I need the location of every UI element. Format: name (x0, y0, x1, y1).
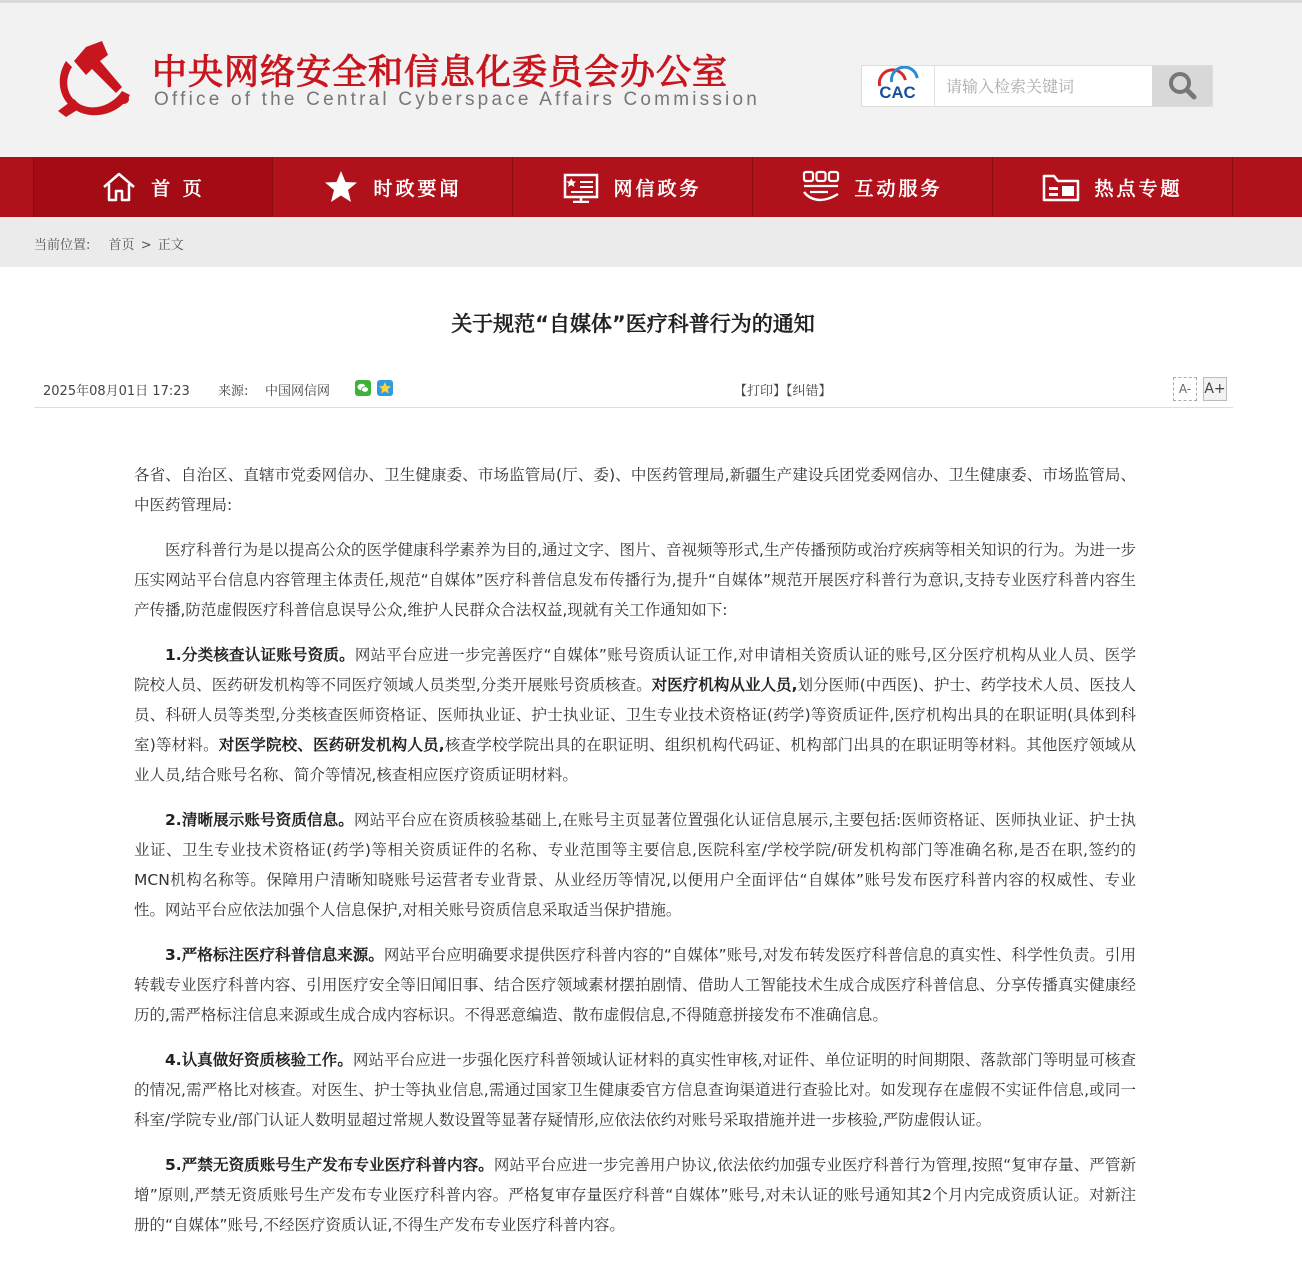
star-icon (323, 170, 359, 204)
article-item (134, 940, 1136, 1030)
search-icon (1165, 68, 1199, 102)
print-link[interactable]: 【打印】 (734, 384, 787, 399)
item-text: 网站平台应在资质核验基础上,在账号主页显著位置强化认证信息展示,主要包括:医师资格证、医师执业证、护士执业证、卫生专业技术资格证(药学)等相关资质证件的名称、专业范围等主要信息,医院科室/学校学院/研发机构部门等准确名称,是否在职,签约的MCN机构名称等。保障用户清晰知晓账号运营者专业背景、从业经历等情况,以便用户全面评估“自媒体”账号发布医疗科普内容的权威性、专业性。网站平台应依法加强个人信息保护,对相关账号资质信息采取适当保护措施。 (134, 811, 1136, 919)
article-meta (34, 368, 1233, 408)
site-header (0, 0, 1302, 157)
breadcrumb-current: 正文 (157, 238, 184, 253)
wechat-share-icon[interactable] (355, 380, 371, 396)
nav-item-interaction[interactable] (753, 157, 993, 217)
item-text: 网站平台应明确要求提供医疗科普内容的“自媒体”账号,对发布转发医疗科普信息的真实性、科学性负责。引用转载专业医疗科普内容、引用医疗安全等旧闻旧事、结合医疗领域素材摆拍剧情、借助人工智能技术生成合成医疗科普信息、分享传播真实健康经历的,需严格标注信息来源或生成合成内容标识。不得恶意编造、散布虚假信息,不得随意拼接发布不准确信息。 (134, 946, 1136, 1024)
search-box (861, 65, 1213, 107)
nav-label: 首 页 (151, 177, 205, 200)
cac-logo-text: CAC (879, 82, 916, 102)
article-item (134, 805, 1136, 925)
item-heading: 1.分类核查认证账号资质。 (165, 646, 355, 664)
nav-label: 时政要闻 (373, 177, 462, 200)
article-item (134, 1150, 1136, 1240)
article-title: 关于规范“自媒体”医疗科普行为的通知 (451, 312, 815, 336)
salutation: 各省、自治区、直辖市党委网信办、卫生健康委、市场监管局(厅、委)、中医药管理局,新疆生产建设兵团党委网信办、卫生健康委、市场监管局、中医药管理局: (134, 466, 1136, 514)
item-text: 网站平台应进一步完善医疗“自媒体”账号资质认证工作,对申请相关资质认证的账号,区分医疗机构从业人员、医学院校人员、医药研发机构等不同医疗领域人员类型,分类开展账号资质核查。 (134, 646, 1136, 694)
folder-icon (1042, 171, 1080, 203)
item-heading: 3.严格标注医疗科普信息来源。 (165, 946, 384, 964)
search-input[interactable] (936, 66, 1152, 106)
nav-label: 网信政务 (613, 177, 702, 200)
search-button[interactable] (1152, 66, 1212, 106)
nav-item-news[interactable] (273, 157, 513, 217)
item-text: 网站平台应进一步强化医疗科普领域认证材料的真实性审核,对证件、单位证明的时间期限、落款部门等明显可核查的情况,需严格比对核查。对医生、护士等执业信息,需通过国家卫生健康委官方信息查询渠道进行查验比对。如发现存在虚假不实证件信息,或同一科室/学院专业/部门认证人数明显超过常规人数设置等显著存疑情形,应依法依约对账号采取措施并进一步核验,严防虚假认证。 (134, 1051, 1136, 1129)
correction-link[interactable]: 【纠错】 (786, 384, 832, 399)
breadcrumb-label: 当前位置: (34, 238, 91, 253)
intro-paragraph: 医疗科普行为是以提高公众的医学健康科学素养为目的,通过文字、图片、音视频等形式,生产传播预防或治疗疾病等相关知识的行为。为进一步压实网站平台信息内容管理主体责任,规范“自媒体”医疗科普信息发布传播行为,提升“自媒体”规范开展医疗科普行为意识,支持专业医疗科普内容生产传播,防范虚假医疗科普信息误导公众,维护人民群众合法权益,现就有关工作通知如下: (134, 541, 1136, 619)
people-icon (802, 170, 840, 204)
main-nav (0, 157, 1302, 217)
nav-label: 热点专题 (1094, 177, 1183, 200)
article-actions (734, 380, 832, 399)
item-heading: 5.严禁无资质账号生产发布专业医疗科普内容。 (165, 1156, 494, 1174)
font-decrease-button[interactable]: A- (1173, 377, 1197, 401)
home-icon (101, 171, 137, 203)
breadcrumb (34, 234, 186, 253)
item-text: 核查学校学院出具的在职证明、组织机构代码证、机构部门出具的在职证明等材料。其他医疗领域从业人员,结合账号名称、简介等情况,核查相应医疗资质证明材料。 (134, 736, 1136, 784)
article-item (134, 1045, 1136, 1135)
breadcrumb-home-link[interactable]: 首页 (108, 238, 135, 253)
article-items (134, 640, 1136, 1240)
article-content (134, 460, 1136, 1255)
site-subtitle: Office of the Central Cyberspace Affairs Commission (154, 89, 761, 110)
source-name: 中国网信网 (265, 384, 331, 399)
breadcrumb-bar (0, 217, 1302, 267)
board-icon (563, 171, 599, 203)
nav-item-topics[interactable] (993, 157, 1233, 217)
nav-item-home[interactable] (33, 157, 273, 217)
party-emblem-icon (52, 39, 134, 119)
item-text: 划分医师(中西医)、护士、药学技术人员、医技人员、科研人员等类型,分类核查医师资格证、医师执业证、护士执业证、卫生专业技术资格证(药学)等资质证件,医疗机构出具的在职证明(具体到科室)等材料。 (134, 676, 1136, 754)
nav-item-affairs[interactable] (513, 157, 753, 217)
qzone-share-icon[interactable] (377, 380, 393, 396)
cac-logo-icon (862, 66, 935, 106)
site-title: 中央网络安全和信息化委员会办公室 (152, 53, 729, 93)
source-label: 来源: (218, 384, 249, 399)
publish-date: 2025年08月01日 17:23 (43, 384, 190, 399)
item-heading: 2.清晰展示账号资质信息。 (165, 811, 354, 829)
font-increase-button[interactable]: A+ (1203, 377, 1227, 401)
item-heading: 4.认真做好资质核验工作。 (165, 1051, 353, 1069)
item-text: 网站平台应进一步完善用户协议,依法依约加强专业医疗科普行为管理,按照“复审存量、严管新增”原则,严禁无资质账号生产发布专业医疗科普内容。严格复审存量医疗科普“自媒体”账号,对未认证的账号通知其2个月内完成资质认证。对新注册的“自媒体”账号,不经医疗资质认证,不得生产发布专业医疗科普内容。 (134, 1156, 1136, 1234)
item-heading: 对医学院校、医药研发机构人员, (218, 736, 445, 754)
item-heading: 对医疗机构从业人员, (651, 676, 798, 694)
nav-label: 互动服务 (854, 177, 943, 200)
breadcrumb-separator: > (140, 238, 152, 253)
article-item (134, 640, 1136, 790)
